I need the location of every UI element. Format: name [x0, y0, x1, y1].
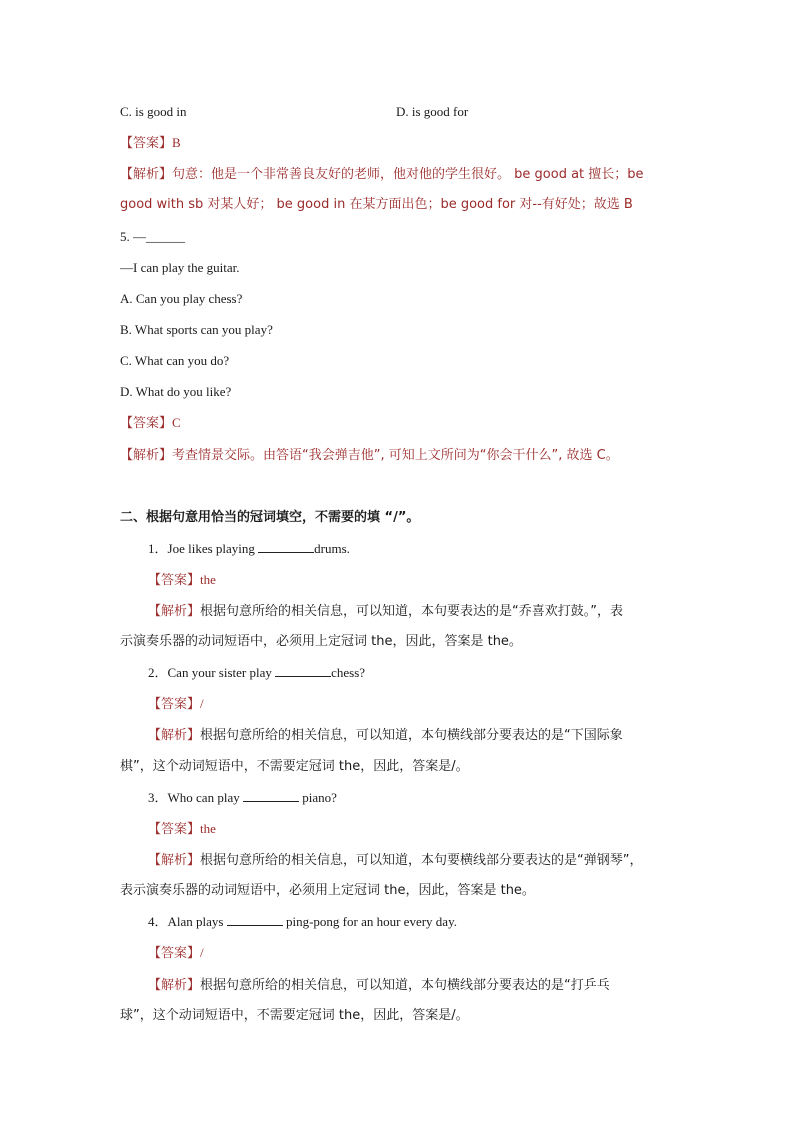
item-3-question	[148, 788, 337, 808]
question-text-before: Can your sister play	[167, 665, 276, 680]
explain-text: 根据句意所给的相关信息，可以知道，本句横线部分要表达的是“下国际象	[200, 728, 623, 743]
answer-tag: 【答案】	[120, 136, 173, 151]
item-number: 4．	[148, 914, 168, 929]
question-text-after: drums.	[314, 541, 350, 556]
q4-explanation-line-1	[120, 164, 644, 185]
explain-text: 根据句意所给的相关信息，可以知道，本句要横线部分要表达的是“弹钢琴”，	[200, 853, 643, 868]
item-number: 1．	[148, 541, 168, 556]
item-2-explanation-line-1	[148, 725, 623, 746]
q4-option-c: C. is good in	[120, 104, 187, 119]
item-1-question	[148, 539, 350, 559]
section-heading: 二、根据句意用恰当的冠词填空，不需要的填 “/”。	[120, 510, 420, 525]
q4-explanation-line-2: good with sb 对某人好； be good in 在某方面出色；be good for 对--有好处；故选 B	[120, 197, 633, 212]
item-2-explanation-line-2: 棋”，这个动词短语中，不需要定冠词 the，因此，答案是/。	[120, 759, 469, 774]
item-1-explanation-line-2: 示演奏乐器的动词短语中，必须用上定冠词 the，因此，答案是 the。	[120, 634, 522, 649]
item-3-explanation-line-1	[148, 850, 643, 871]
explain-tag: 【解析】	[148, 853, 201, 868]
question-text-after: piano?	[298, 790, 337, 805]
answer-tag: 【答案】	[120, 416, 173, 431]
q5-option-d: D. What do you like?	[120, 384, 232, 399]
item-4-explanation-line-2: 球”，这个动词短语中，不需要定冠词 the，因此，答案是/。	[120, 1008, 469, 1023]
answer-value: /	[200, 696, 204, 711]
question-text-before: Who can play	[167, 790, 243, 805]
question-text-before: Alan plays	[167, 914, 227, 929]
item-3-explanation-line-2: 表示演奏乐器的动词短语中，必须用上定冠词 the，因此，答案是 the。	[120, 883, 535, 898]
q5-stem: 5. —______	[120, 229, 185, 244]
answer-blank	[243, 788, 299, 802]
item-number: 2．	[148, 665, 168, 680]
explain-text: 句意：他是一个非常善良友好的老师，他对他的学生很好。 be good at 擅长；be	[172, 167, 644, 182]
item-4-explanation-line-1	[148, 975, 610, 996]
explain-tag: 【解析】	[148, 728, 201, 743]
explain-text: 考查情景交际。由答语“我会弹吉他”, 可知上文所问为“你会干什么”, 故选 C。	[172, 448, 619, 463]
question-text-before: Joe likes playing	[167, 541, 259, 556]
question-text-after: ping-pong for an hour every day.	[282, 914, 457, 929]
answer-value: /	[200, 945, 204, 960]
q5-option-a: A. Can you play chess?	[120, 291, 243, 306]
answer-value: the	[200, 821, 216, 836]
answer-blank	[275, 663, 331, 677]
q5-option-c: C. What can you do?	[120, 353, 230, 368]
item-1-answer	[148, 570, 216, 591]
q5-explanation	[120, 445, 619, 466]
item-4-answer	[148, 943, 204, 964]
question-text-after: chess?	[331, 665, 366, 680]
explain-tag: 【解析】	[148, 604, 201, 619]
answer-value: the	[200, 572, 216, 587]
item-2-question	[148, 663, 365, 683]
explain-tag: 【解析】	[148, 978, 201, 993]
q4-option-d: D. is good for	[396, 104, 469, 119]
q5-reply: —I can play the guitar.	[120, 260, 240, 275]
q4-answer	[120, 133, 181, 154]
answer-value: B	[172, 135, 181, 150]
item-2-answer	[148, 694, 204, 715]
answer-tag: 【答案】	[148, 822, 201, 837]
answer-tag: 【答案】	[148, 573, 201, 588]
explain-tag: 【解析】	[120, 167, 173, 182]
q5-answer	[120, 413, 181, 434]
explain-text: 根据句意所给的相关信息，可以知道，本句要表达的是“乔喜欢打鼓。”，表	[200, 604, 623, 619]
explain-text: 根据句意所给的相关信息，可以知道，本句横线部分要表达的是“打乒乓	[200, 978, 610, 993]
item-number: 3．	[148, 790, 168, 805]
q5-option-b: B. What sports can you play?	[120, 322, 273, 337]
answer-blank	[227, 912, 283, 926]
explain-tag: 【解析】	[120, 448, 173, 463]
answer-value: C	[172, 415, 181, 430]
answer-tag: 【答案】	[148, 946, 201, 961]
answer-blank	[258, 539, 314, 553]
item-3-answer	[148, 819, 216, 840]
item-1-explanation-line-1	[148, 601, 623, 622]
item-4-question	[148, 912, 457, 932]
answer-tag: 【答案】	[148, 697, 201, 712]
